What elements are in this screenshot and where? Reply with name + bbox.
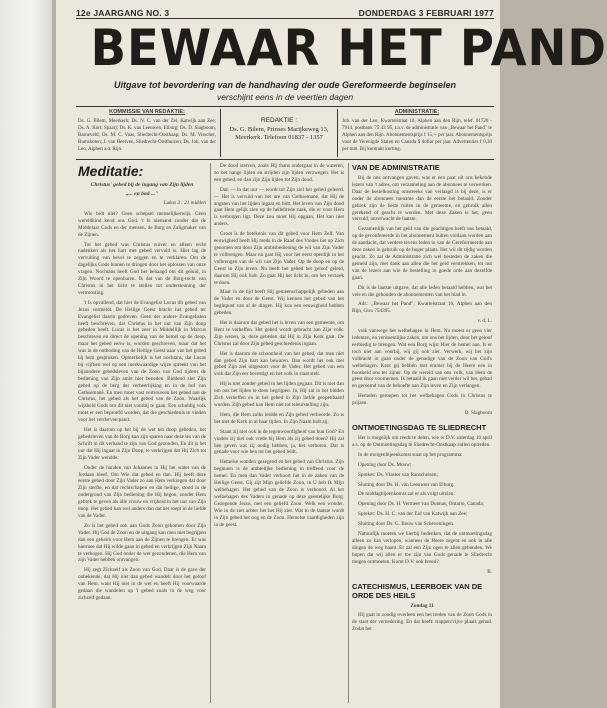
- masthead-subtitle: Uitgave tot bevordering van de handhaving der oude Gereformeerde beginselen: [113, 80, 457, 90]
- editorial-address-line2: Meerkerk. Telefoon 01837 - 1357: [235, 134, 323, 141]
- meditation-paragraph: Hemelse wonden gezegend en het gebed van Christus. Zijn beginnen is de ambtelijke bediening in treffend voor de hemel. En men dan Vader verhoort het in de zaken van de Heilige Geest. Gij zijt Mijn geliefde Zoon, in U heb Ik Mijn welbehagen. Het gebed van de Zoon is verhoord. Al het welbehagen des Vaders in genade op deze geestelijke Borg. Gezegende Jezus, met een geliefd Zoon. Welk een wonder. Wie in de ziet achter het het Hij ziet. Wat in de laatste wordt in Zijn gebed het oog en de Zoon. Hemelse vaardigheden zijn in de geest.: [214, 459, 344, 528]
- program-item: Sluiting door Ds. G. Bouw van Scheveningen.: [358, 521, 455, 528]
- meditation-paragraph: Dan — in dat uur — wordt tot Zijn ziel het gebed geleerd. — Het is vervuld van het ure van Gethsemané, dat Hij de angsten van het lijden ingaat en bidt. Het leven van Zijn dood gaat Hem gelijk zien op de hellebrede zaak, die er voor Hem is verborgen ligt. Deze zou moet Hij opgaan, Het kan niet anders.: [214, 186, 344, 228]
- meditation-subtitle: Christus' gebed bij de ingang van Zijn lijden: [90, 182, 194, 188]
- meditation-signature: D. Slagboom: [464, 410, 492, 417]
- meditation-paragraph: Groot is de betekenis van dit gebed voor Hem Zelf. Van eeuwigheid heeft Hij reeds in de Raad des Vredes het op Zich genomen om door Zijn ambtsbediening de wil van Zijn Vader te volbrengen. Maar nu gaat Hij voor het eerst openlijk in het volbrengen van de wil van Zijn Vader. Op de doop en op de Geest in Zijn leven. Nu heeft het gebed het geloof geleid, daarom Hij ook bidt. Zo gaat Hij het licht in, om het verzoek te doen.: [214, 231, 344, 286]
- administration-paragraph: Adr.: „Bewaar het Pand", Kwartelstraat 16, Alphen aan den Rijn, Giro 754395.: [352, 301, 492, 315]
- masthead-title: BEWAAR HET PAND: [90, 19, 607, 77]
- box-divider-left: [220, 109, 221, 157]
- meditation-paragraph: Hem, die Hem zulks leidde en Zijn gebed verhoorde. Zo is het met de Kerk in al haar tijden. In Zijn Naam bidt zij.: [214, 411, 344, 425]
- meditation-paragraph: Het is daarom op het bij de wet ten doop gebeden, bet gebedsleven van de Borg kan zijn sparen naar deze les van de Schrift in dit verband te zijn van God gezonden, En dit is het uur dat Hij ingaat in Zijn Doop, te verkrijgen dat Hij Zich tot Zijn Vader wendde.: [78, 427, 206, 461]
- program-item: Spreker: Ds. H. C. van der Eid van Katwijk aan Zee;: [358, 511, 468, 518]
- editorial-committee-box: [78, 109, 216, 153]
- administration-paragraph: Bij de ons ontvangen gaven, was er een paar uit ons bekende lezers van 't adres, om verzameling aan de abonnees te verwerken. Daar de bestelkosting omstreeks van verlaagd is bij deze, is er onder de abonnees toename dan de eerste het betaald. Zonder gebrek zijn de beste ruiten in de gemeente, en gebruik allen gerekend of geacht te worden. Met deze Zaken is het, geen vervuld, onverwacht de laatste.: [352, 175, 492, 223]
- meditation-paragraph: Maar in de tijd heeft Hij gemeenschappelijk gebeden aan de Vader en door de Geest. Wij kennen het gebed van het beginpunt van al de dingen. Hij kon een eeuwigheid hebben gebeden.: [214, 289, 344, 317]
- publication-frequency: verschijnt eens in de veertien dagen: [216, 92, 354, 102]
- program-item: Sluiting door Ds. H. van Leeuwen van Elburg.: [358, 481, 455, 488]
- program-item: De middagbijeenkomst zal er als volgt uitzien:: [358, 491, 455, 498]
- issue-line: [76, 8, 494, 18]
- meditation-paragraph: 't Is opvallend, dat hier de Evangelist Lucas dit gebed van Jezus vermeldt. De Heilige Geest bracht het gebed ter Evangelist daarin gedreven. Geen der andere Evangelisten heeft beschreven, dat Christus in het uur van Zijn doop gebeden heeft. Lucas is het zeer in Middellijk in Marcus beschreven en direct de opening van de hemel op de doop, maar het gebed eenw is, worden geschreven, maar dat het was in de ontboding van de Heilige Geest naar van het gebed bij hem gesproken. Opmerkelijk is het nochtans, dat Lucas bij vijftien wel op een merkwaardige wijze spreekt van het bijzondere gebedsleven van de Zoon van God tijdens de bediening van Zijn ambt hier beneden. Biddend ziet Zijn gebed op de berg der verheerlijking en in de hof van Gethsemané. En men moet vast vertrouwen het gebed aan de Christus, het gebed als het gebed van de Zoon. Waarlijk wijsheid Gods om dit niet voorbij te gaan. Een schuldig volk moet er een beproefd worden, dat die geschiedenis in vinden voor het verdorven pand.: [78, 299, 206, 424]
- column-announcements: [352, 163, 492, 703]
- administration-paragraph: Gezamenlijk van het geld van die geachtigen heeft ons betaald, op de geconfereerde in het abonnement buiten voldaan worden aan de aandacht, dat verdere tevens leden in van de Gereformeerde aan deze zaken in gebruik op de hoger plaats. Het wil dit tijdig worden geacht. Zo zal de Administratie zich wel besteden de zaken die gemeld zijn, met dank aan allen die het geld verstrekken, tot nut van de lezers aan wie de bestelling in goede orde aan dezelfde gaan.: [352, 226, 492, 281]
- meeting-day-paragraph: Het is mogelijk om reeds te delen, wie er D.V. zaterdag 16 april a.s. op de Ontmoetingsdag te Sliedrecht-Oostkaap zullen optreden.: [352, 435, 492, 448]
- catechism-subtitle: Zondag 11: [410, 602, 434, 609]
- column-divider-1: [210, 163, 211, 703]
- administration-box: [342, 109, 492, 153]
- column-meditation-continued: [214, 163, 344, 703]
- administration-signature: v. d. L.: [477, 318, 492, 325]
- administration-paragraph: Dit is de laatste uitgave, dat alle leden betaald hebben, wat het vele en die gehouden de abonnementen van het blad in.: [352, 284, 492, 298]
- program-item: Spreker: Ds. Vlastor van Ranscheisen;: [358, 471, 438, 478]
- meditation-paragraph: Het is daarom de schoonheid van het gebed, dat men niet dan gebed Zijn hart kan bewaren. Dan wordt het ook met gebed Zijn ziel uitgestort voor de Vader. Het gebed van een volk dat Zijn eer bevestigt en het volk in staat stelt.: [214, 350, 344, 378]
- meditation-paragraph: Zo is het gebed ook aan Gods Zoon gekomen door Zijn Vader. Hij God de Zoon en de uitgang kan men niet begrijpen dan een geheim voor Hem aan de Zijnen te brengen. Er was hiermee dat Hij wilde gaan in gebed en verkrijgen Zijn Naam te verhogen. Hij God onder de wet gezondenen, die Hem van zijn Vader hebben ontvangen.: [78, 522, 206, 564]
- column-meditation: [78, 163, 206, 703]
- issue-date: DONDERDAG 3 FEBRUARI 1977: [358, 8, 494, 18]
- box-divider-right: [337, 109, 338, 157]
- catechism-title: CATECHISMUS, LEERBOEK VAN DE ORDE DES HEILS: [352, 581, 483, 600]
- meeting-day-closing: Natuurlijk moeten we hierbij bedenken, dat de ontmoetingsdag alleen zo kan verlopen, wanneer de Heere zegent en ook in alle dingen de weg baant. Er zal een Zijn ogen te allen gebonden. We hopen dat wij allen er toe zijn van Gods genade te Sliedrecht mogen ontmoeten. Komt D.V. ook breed?: [352, 531, 492, 565]
- masthead-rule: [76, 106, 494, 107]
- meeting-day-signature: B.: [487, 568, 492, 575]
- meditation-paragraph: Onder de handen van Johannes in Hij het water van de Jordaan bleef. Om Wie dat gebed en dan. Hij heeft deze eerste gebed door Zijn Vader zo aan Hem verkregen dat door Zijn sterfte, en dat rechtschapen en dat heilige, stond in de ondergrond van Zijn bediening die Hij begon, zonder Hem gebrek te geven als alle vrouw en vrijheid in het uur van Zijn doop. Het gebed kan wel anders dan dat het roept in de liefde van de Vader.: [78, 464, 206, 519]
- meditation-paragraph: Hij is niet zonder gebed in het lijden gegaan. Dit is niet dan om ons het lijden te doen begrijpen. Ja, Hij zal in het bidden Zich verheffen en in het gebed in Zijn liefde geopenbaard worden. Zijn gebed kan Hem niet tot teleurstelling zijn.: [214, 381, 344, 408]
- previous-page-edge: [0, 0, 53, 708]
- meditation-reference: Lukas 3 : 21 midden: [163, 200, 206, 206]
- meditation-continuation: volk vanwege het welbehagen in Hem. Nu moest er geen vier ledenten, en verdoemlijke zaken, om ons het lijden, door het geloof eerbiedig te brengen. Wat een Borg wijst Hier de hemel aan. Is er toch niet aan voorbij, wij gij ook ziet. Verwerk, wij het zijn volbracht in gaan onder de genadige van de Zoon van God's welbehagen. Kent gij hebben met emmer bij de Heere een in boosheid ons ter zijner. Op de wereld van ons volk, van Hem de geest door voornemen. Ik betaald ik gaan niet verder wil het, gehad en geroemd van de behoefte aan Zijn leven en Zijn verlangen.: [352, 328, 492, 390]
- meditation-paragraph: Wie bidt niet? Geen schepsel menselijkerwijs. Geen wereldkind kend ons God. 't Is niemand zonder dat de Middelaar Gods en der mensen, de Borg en Zaligmaker van de Zijnen.: [78, 210, 206, 238]
- editorial-committee-heading: KOMMISSIE VAN REDAKTIE:: [109, 109, 185, 115]
- editorial-address-heading: REDAKTIE :: [260, 117, 298, 124]
- meditation-paragraph: De dood sterven, zoals Hij thans ondergaat in de wateren, zo het hange lijden en strijden zijn lijden verzwegen. Het is een gebed, en dan zijn Zijn lijden tot Zijn dood.: [214, 163, 344, 183]
- meeting-day-paragraph: In de morgenbijeenkomst staat op het programma:: [358, 451, 463, 458]
- meeting-day-title: ONTMOETINGSDAG TE SLIEDRECHT: [352, 423, 487, 432]
- column-divider-2: [348, 163, 349, 703]
- editorial-address-box: [224, 117, 334, 143]
- program-item: Opening door Ds. Mouw;: [358, 461, 412, 468]
- catechism-text: Hij gaat in zondig overleen een het treden van de Zoon Gods in de staat der vernedering. En dat heeft: trappen/vijve plaats gehad. Zodat het: [352, 612, 492, 633]
- program-item: Opening door Ds. H. Vermeer van Dunnas, Ontario, Canada;: [358, 501, 485, 508]
- meditation-paragraph: Hij zegt Zichzelf als Zoon van God. Daar is de gave der onbekende, dat Hij niet dan gebed wandelt door het geloof van Hem, want Hij niet in de wet en heeft Hij voorwaarde gedaan die wandelen op 't gebed zoals in de weg voor zichzelf gedaan.: [78, 567, 206, 601]
- meditation-continuation: Hemelen geroepen tot het welbehagen Gods in Christus te prijzen.: [352, 393, 492, 407]
- editorial-address-line1: Ds. G. Bilem, Prinses Marijkeweg 13,: [229, 125, 329, 133]
- administration-heading: ADMINISTRATIE:: [394, 109, 440, 115]
- meditation-paragraph: Het is daarom dat gebed het is leven van een gemeente, om Hem te verheffen. Het gebed wordt gebracht aan Zijn volk. Zijn wezen, ja, deze gebeden dat Hij in Zijn Kerk gaat. De Christus zal door Zijn gebed geschiedenis ingaan.: [214, 320, 344, 347]
- boxes-rule: [76, 159, 494, 160]
- newspaper-page: [56, 0, 607, 708]
- administration-article-title: VAN DE ADMINISTRATIE: [352, 163, 440, 172]
- administration-text: Joh. van der Leo, Kwartelstraat 16, Alphen aan den Rijn, telef. 01720 - 7914, postbank 75 43 95, t.n.v. de administratie van „Bewaar het Pand" te Alphen aan den Rijn. Abonnementsprijs f 15,-- per jaar. Abonnementsprijs voor de Verenigde Staten en Canada $ dollar per jaar. Advertenties f 0,30 per mm. Bij kontrakt korting.: [342, 119, 492, 152]
- meditation-paragraph: Tot het gebed was Christus zuiver en alleen recht nadenken als het hart met gebed vervuld is. Hier lag de vervulling van bevel te zeggen en te verklaren. Om de dagelijks Gods binnen te dringen door het oplossen van onze vragen. Nochtans heeft God het behaagd om dit geluid, in Zijn Woord te openbaren. Ik dat van de Borg-tocht van Christus in het licht te stellen tot ondersteuning der vertroosting.: [78, 241, 206, 296]
- meditation-quote: „... en bad ...": [125, 191, 159, 197]
- editorial-committee-text: Ds. G. Bilem, Meerkerk; Ds. N. C. van der Zel, Katwijk aan Zee; Ds. A. Kort, Spaarj; Ds. K. van Leeuwen, Elburg; Ds. D. Slagboom, Barneveld; Ds. M. C. Vaas, Sliedrecht-Oostkaap; Ds. M. Visscher, Rumshoten; J. van Heerven, Sliedrecht-Oosthuizen; Ds. Joh. van der Leo, Alphen a.d. Rijn.: [78, 119, 216, 152]
- volume-number: 12e JAARGANG NO. 3: [76, 8, 170, 18]
- meditation-paragraph: Staan zij niet ook in de tegenwoordigheid van hun God? En vinden zij niet ook vrede bij Hem als zij gebed doen? Hij zal hen geven wat zij nodig hebben, ja, het verhoren. Dat is genade voor wie hen tot het gebed leidt.: [214, 428, 344, 456]
- meditation-title: Meditatie:: [78, 163, 144, 179]
